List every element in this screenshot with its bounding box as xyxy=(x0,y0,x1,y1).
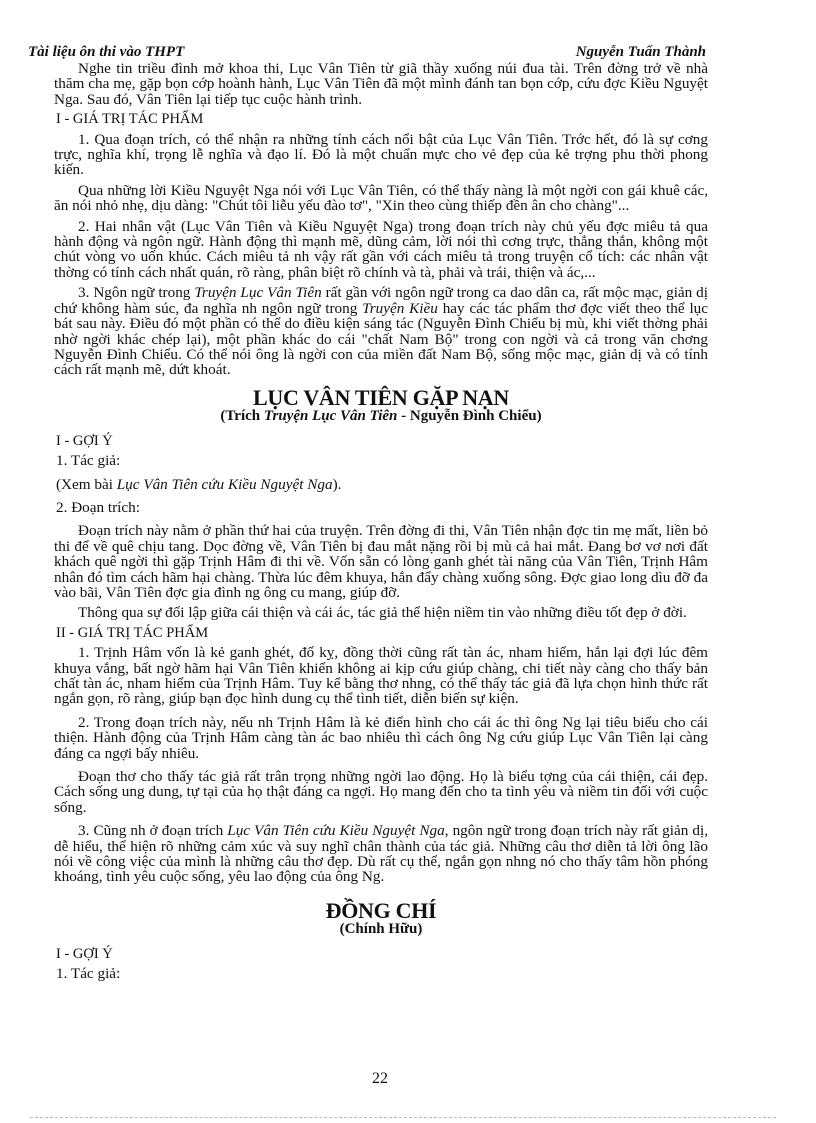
subheading-doan-trich: 2. Đoạn trích: xyxy=(56,498,140,516)
subheading-tac-gia: 1. Tác giả: xyxy=(56,452,121,470)
section-heading-goi-y: I - GỢI Ý xyxy=(56,432,113,449)
text-run: 3. Ngôn ngữ trong xyxy=(78,284,195,302)
text-run: rất gần với ngôn ngữ trong ca dao dân ca, rất mộc mạc, giản dị chứ không hàm súc, đa nghĩa nh ngôn ngữ trong xyxy=(54,284,708,317)
work-title-luc-van-tien-gap-nan: LỤC VÂN TIÊN GẶP NẠN xyxy=(252,384,509,410)
paragraph: Đoạn thơ cho thấy tác giả rất trân trọng những ngời lao động. Họ là biểu tợng của cái thiện, cái đẹp. Cách sống ung dung, tự tại của họ thật đáng ca ngợi. Họ mang đến cho ta tình yêu và niềm tin đối với cuộc sống. xyxy=(54,768,708,816)
paragraph: Qua những lời Kiều Nguyệt Nga nói với Lục Vân Tiên, có thể thấy nàng là một ngời con gái khuê các, ăn nói nhỏ nhẹ, dịu dàng: "Chút tôi liễu yếu đào tơ", "Xin theo cùng thiếp đền ân cho chàng"... xyxy=(54,181,708,215)
text-run: ). xyxy=(332,475,342,493)
subheading-tac-gia-2: 1. Tác giả: xyxy=(56,965,121,983)
section-heading-gia-tri: I - GIÁ TRỊ TÁC PHẨM xyxy=(56,111,204,128)
work-subtitle xyxy=(54,409,708,424)
work-title-italic: Truyện Kiều xyxy=(362,299,438,317)
text-run: (Xem bài xyxy=(56,475,117,493)
work-title-dong-chi: ĐỒNG CHÍ xyxy=(325,897,437,923)
paragraph: 2. Trong đoạn trích này, nếu nh Trịnh Hâm là kẻ điển hình cho cái ác thì ông Ng lại tiêu biểu cho cái thiện. Hành động của Trịnh Hâm càng tàn ác bao nhiêu thì cách ông Ng cứu giúp Lục Vân Tiên lại càng đáng ca ngợi bấy nhiêu. xyxy=(54,713,708,762)
section-heading-gia-tri-2: II - GIÁ TRỊ TÁC PHẨM xyxy=(56,624,209,641)
text-run: (Trích xyxy=(220,407,264,424)
text-run: 3. Cũng nh ở đoạn trích xyxy=(78,822,228,840)
header-right-author: Nguyễn Tuấn Thành xyxy=(575,44,706,60)
paragraph: 2. Hai nhân vật (Lục Vân Tiên và Kiều Nguyệt Nga) trong đoạn trích này chủ yếu đợc miêu tả qua hành động và ngôn ngữ. Hành động thì mạnh mẽ, dũng cảm, lời nói thì cơng trực, thẳng thắn, không một chút vòng vo uốn khúc. Cách miêu tả nh vậy rất gần với cách miêu tả trong truyện cổ tích: các nhân vật thờng có tính cách nhất quán, rõ ràng, phân biệt rõ chính và tà, phải và trái, thiện và ác,... xyxy=(54,217,708,281)
reference-note xyxy=(56,477,708,492)
text-run: , ngôn ngữ trong đoạn trích này rất giản dị, dễ hiểu, thể hiện rõ những cảm xúc và suy nghĩ chân thành của tác giả. Những câu thơ diễn tả lời ông lão nói về công việc của mình là những câu thơ đẹp. Dù rất cụ thể, ngắn gọn nhng nó cho thấy tâm hồn phóng khoáng, tình yêu cuộc sống, yêu lao động của ông Ng. xyxy=(54,822,708,886)
work-title-italic: Lục Vân Tiên cứu Kiều Nguyệt Nga xyxy=(116,475,333,493)
page-content xyxy=(54,61,708,986)
text-run: - Nguyễn Đình Chiểu) xyxy=(397,407,542,424)
paragraph-language xyxy=(54,285,708,377)
intro-paragraph: Nghe tin triều đình mở khoa thi, Lục Vân Tiên từ giã thầy xuống núi đua tài. Trên đờng trở về nhà thăm cha mẹ, gặp bọn cớp hoành hành, Lục Vân Tiên đã một mình đánh tan bọn cớp, cứu đợc Kiều Nguyệt Nga. Sau đó, Vân Tiên lại tiếp tục cuộc hành trình. xyxy=(54,60,708,108)
work-subtitle-author: (Chính Hữu) xyxy=(339,920,423,937)
paragraph: 1. Qua đoạn trích, có thể nhận ra những tính cách nổi bật của Lục Vân Tiên. Trớc hết, đó là sự cơng trực, nghĩa khí, trọng lễ nghĩa và đạo lí. Đó là một chuẩn mực cho vẻ đẹp của kẻ trợng phu thời phong kiến. xyxy=(54,130,708,179)
page-number: 22 xyxy=(372,1070,388,1087)
header-left-text: Tài liệu ôn thi vào THPT xyxy=(28,44,185,60)
paragraph: 1. Trịnh Hâm vốn là kẻ ganh ghét, đố kỵ, đồng thời cũng rất tàn ác, nham hiểm, hắn lại đợi lúc đêm khuya vắng, bất ngờ hãm hại Vân Tiên khiến không ai kịp cứu giúp chàng, chi tiết này càng cho thấy bản chất tàn ác, nham hiểm của Trịnh Hâm. Tuy kể bằng thơ nhng, có thể thấy tác giả đã lựa chọn hình thức rất ngắn gọn, rõ ràng, giúp bạn đọc hình dung cụ thể tình tiết, diễn biến sự kiện. xyxy=(54,644,708,708)
paragraph: Thông qua sự đối lập giữa cái thiện và cái ác, tác giả thể hiện niềm tin vào những điều tốt đẹp ở đời. xyxy=(78,604,687,622)
work-title-italic: Truyện Lục Vân Tiên xyxy=(263,407,398,424)
paragraph-language-2 xyxy=(54,823,708,885)
work-title-italic: Lục Vân Tiên cứu Kiều Nguyệt Nga xyxy=(227,822,445,840)
footer-divider xyxy=(30,1117,776,1118)
paragraph: Đoạn trích này nằm ở phần thứ hai của truyện. Trên đờng đi thi, Vân Tiên nhận đợc tin mẹ mất, liền bỏ thi để về quê chịu tang. Dọc đờng về, Vân Tiên bị đau mắt nặng rồi bị mù cả hai mắt. Đang bơ vơ nơi đất khách quê ngời thì gặp Trịnh Hâm đi thi về. Vốn sẵn có lòng ganh ghét tài năng của Vân Tiên, Trịnh Hâm nhân đó tìm cách hãm hại chàng. Thừa lúc đêm khuya, hắn đẩy chàng xuống sông. Đợc giao long dìu đỡ đa vào bãi, Vân Tiên đợc gia đình ng ông cu mang, giúp đỡ. xyxy=(54,522,708,601)
text-run: hay các tác phẩm thơ đợc viết theo thể lục bát sau này. Điều đó một phần có thể do điều kiện sáng tác (Nguyễn Đình Chiểu bị mù, khi viết thờng phải nhờ ngời khác chép lại), một phần khác do cái "chất Nam Bộ" trong con ngời và cả trong văn chơng Nguyễn Đình Chiểu. Có thể nói ông là ngời con của miền đất Nam Bộ, sống mộc mạc, giản dị và có tính cách rất mạnh mẽ, dứt khoát. xyxy=(54,299,708,379)
work-title-italic: Truyện Lục Vân Tiên xyxy=(194,284,322,302)
section-heading-goi-y-2: I - GỢI Ý xyxy=(56,945,113,962)
